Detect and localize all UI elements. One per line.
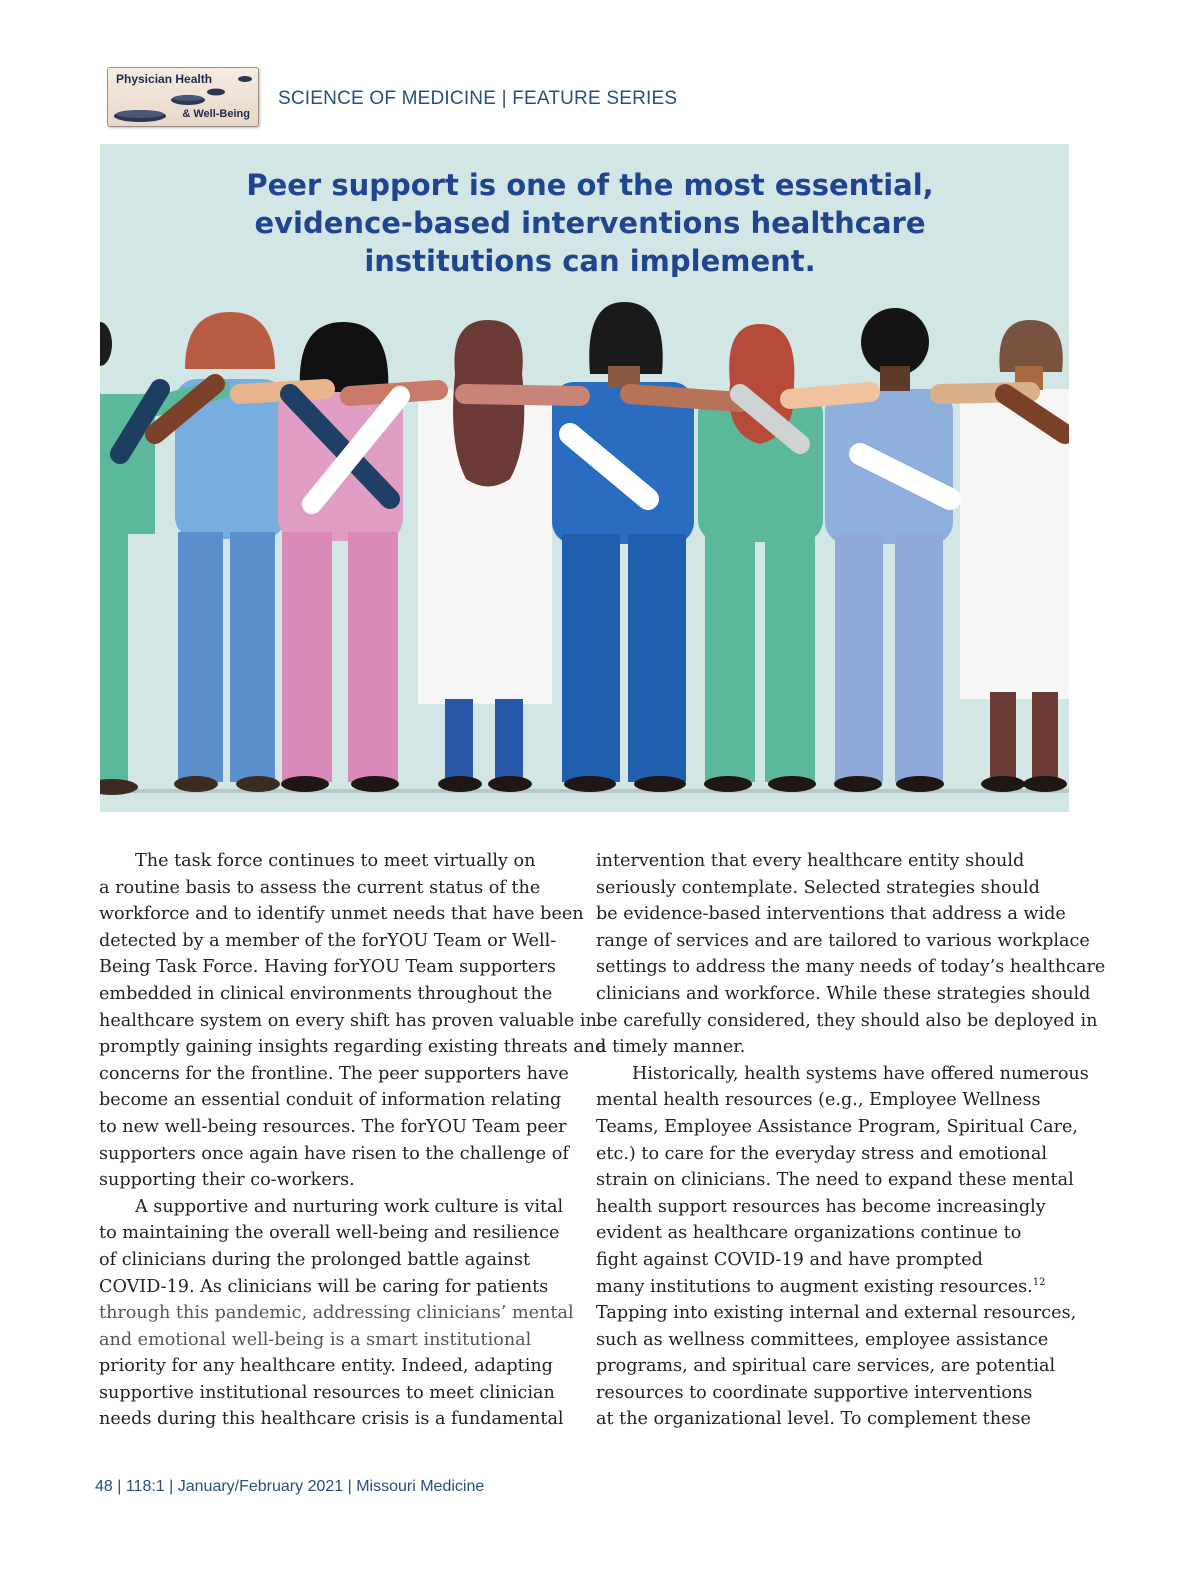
text-line: evident as healthcare organizations continue to	[596, 1223, 1022, 1244]
text-line: concerns for the frontline. The peer supporters have	[99, 1063, 569, 1084]
text-line: priority for any healthcare entity. Indeed, adapting	[99, 1356, 553, 1377]
logo-line2: & Well-Being	[182, 108, 250, 120]
hero-banner	[100, 144, 1069, 812]
text-line: seriously contemplate. Selected strategies should	[596, 877, 1040, 898]
text-line: to maintaining the overall well-being and resilience	[99, 1223, 560, 1244]
text-line: supporting their co-workers.	[99, 1170, 355, 1191]
text-line: Being Task Force. Having forYOU Team supporters	[99, 957, 556, 978]
text-line: needs during this healthcare crisis is a fundamental	[99, 1409, 564, 1430]
citation-superscript: 12	[1032, 1276, 1046, 1288]
article-left-column	[99, 848, 607, 1433]
hero-heading: Peer support is one of the most essential, evidence-based interventions healthcare institutions can implement.	[246, 168, 934, 278]
section-label: SCIENCE OF MEDICINE | FEATURE SERIES	[278, 88, 678, 109]
text-line: settings to address the many needs of today’s healthcare	[596, 957, 1106, 978]
text-line: A supportive and nurturing work culture is vital	[135, 1196, 564, 1217]
text-line: strain on clinicians. The need to expand these mental	[596, 1170, 1074, 1191]
text-line: be evidence-based interventions that address a wide	[596, 904, 1066, 925]
text-line: detected by a member of the forYOU Team or Well-	[99, 930, 557, 951]
text-line: to new well-being resources. The forYOU Team peer	[99, 1116, 567, 1137]
text-line: healthcare system on every shift has proven valuable in	[99, 1010, 597, 1031]
text-line: supporters once again have risen to the challenge of	[99, 1143, 569, 1164]
text-line: promptly gaining insights regarding existing threats and	[99, 1037, 607, 1058]
text-line: Teams, Employee Assistance Program, Spiritual Care,	[596, 1116, 1079, 1137]
text-line-content: many institutions to augment existing resources.	[596, 1276, 1033, 1297]
page-footer: 48 | 118:1 | January/February 2021 | Missouri Medicine	[95, 1478, 485, 1495]
text-line: through this pandemic, addressing clinicians’ mental	[99, 1303, 574, 1324]
text-line: a timely manner.	[596, 1037, 746, 1058]
text-line: fight against COVID-19 and have prompted	[596, 1249, 983, 1270]
text-line: at the organizational level. To complement these	[596, 1409, 1031, 1430]
text-line: become an essential conduit of information relating	[99, 1090, 562, 1111]
physician-health-logo	[107, 67, 259, 127]
text-line: resources to coordinate supportive interventions	[596, 1382, 1033, 1403]
text-line: and emotional well-being is a smart institutional	[99, 1329, 532, 1350]
text-line: etc.) to care for the everyday stress and emotional	[596, 1143, 1047, 1164]
text-line: supportive institutional resources to meet clinician	[99, 1382, 555, 1403]
text-line: embedded in clinical environments throughout the	[99, 983, 553, 1004]
text-line: workforce and to identify unmet needs that have been	[99, 904, 584, 925]
text-line: be carefully considered, they should also be deployed in	[596, 1010, 1098, 1031]
text-line: The task force continues to meet virtually on	[135, 851, 536, 871]
logo-line1: Physician Health	[116, 72, 213, 86]
article-right-column	[596, 848, 1106, 1433]
text-line: clinicians and workforce. While these strategies should	[596, 983, 1091, 1004]
text-line: intervention that every healthcare entity should	[596, 851, 1025, 871]
text-line: mental health resources (e.g., Employee Wellness	[596, 1090, 1041, 1111]
text-line: range of services and are tailored to various workplace	[596, 930, 1090, 951]
text-line: COVID-19. As clinicians will be caring for patients	[99, 1276, 549, 1297]
text-line: a routine basis to assess the current status of the	[99, 877, 541, 898]
text-line: Historically, health systems have offered numerous	[632, 1063, 1089, 1084]
text-line: such as wellness committees, employee assistance	[596, 1329, 1049, 1350]
text-line: of clinicians during the prolonged battle against	[99, 1249, 531, 1270]
text-line: Tapping into existing internal and external resources,	[596, 1303, 1077, 1324]
text-line: programs, and spiritual care services, are potential	[596, 1356, 1056, 1377]
text-line	[596, 1277, 1045, 1297]
text-line: health support resources has become increasingly	[596, 1196, 1046, 1217]
